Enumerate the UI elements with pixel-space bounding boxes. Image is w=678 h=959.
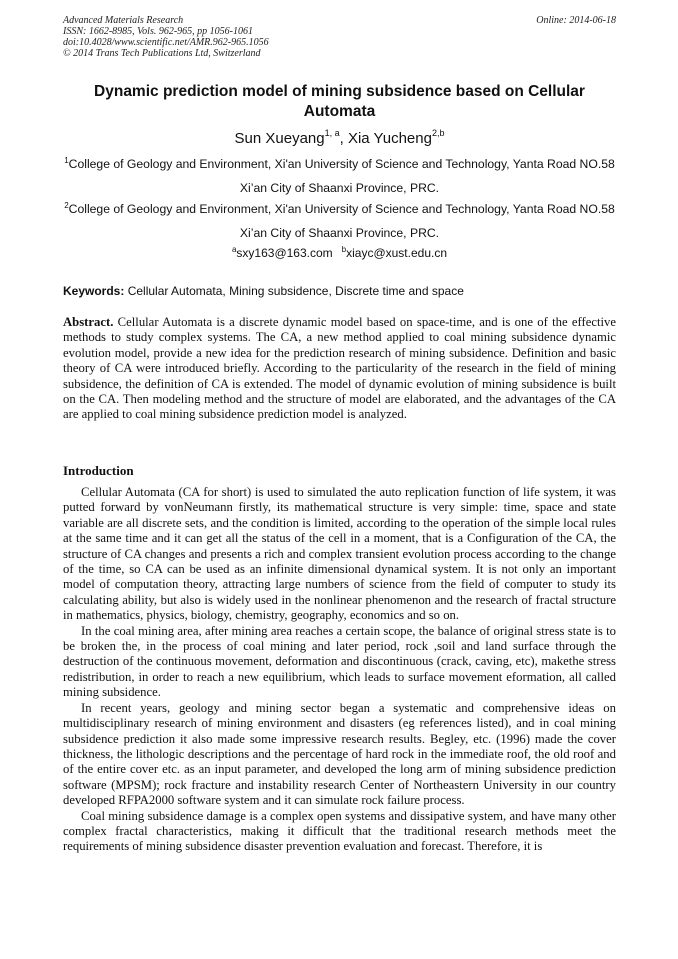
abstract-label: Abstract. [63,315,114,329]
online-date: Online: 2014-06-18 [536,15,616,26]
introduction-body [63,485,616,855]
author-emails [63,245,616,261]
journal-issn: ISSN: 1662-8985, Vols. 962-965, pp 1056-1061 [63,26,253,37]
abstract-text: Cellular Automata is a discrete dynamic model based on space-time, and is one of the effective methods to study complex systems. The CA, a new method applied to coal mining subsidence dynamic evolution model, provide a new idea for the prediction research of mining subsidence. Definition and basic theory of CA were introduced briefly. According to the particularity of the research in the field of mining subsidence, the definition of CA is extended. The model of dynamic evolution of mining subsidence is built on the CA. Then modeling method and the structure of model are elaborated, and the advantages of the CA are applied to coal mining subsidence prediction model is analyzed. [63,315,616,422]
affiliation-2 [63,197,616,245]
journal-copyright: © 2014 Trans Tech Publications Ltd, Switzerland [63,48,261,59]
journal-header [63,15,616,59]
paragraph: In recent years, geology and mining sector began a systematic and comprehensive ideas on multidisciplinary research of mining environment and disasters (eg references listed), and in coal mining subsidence prediction it also made some impressive research results. Begley, etc. (1996) made the cover thickness, the lithologic descriptions and the percentage of hard rock in the immediate roof, the old roof and of the entire cover etc. as an input parameter, and developed the long arm of mining subsidence prediction software (MPSM); rock fracture and instability research Center of Northeastern University in our country developed RFPA2000 software system and it can simulate rock failure process. [63,700,616,808]
paper-title: Dynamic prediction model of mining subsidence based on Cellular Automata [94,83,585,120]
journal-doi: doi:10.4028/www.scientific.net/AMR.962-965.1056 [63,37,269,48]
author-affil-mark: 2,b [431,128,445,138]
paragraph: In the coal mining area, after mining area reaches a certain scope, the balance of original stress state is to be broken the, in the process of coal mining and later period, rock ,soil and land surface through the destruction of the continuous movement, deformation and discontinuous (crack, caving, etc), makethe stress redistribution, in order to reach a new equilibrium, which leads to surface movement eformation, all called mining subsidence. [63,623,616,700]
journal-name: Advanced Materials Research [63,15,184,26]
author-separator: , [339,130,348,147]
affiliation-mark: 2 [64,201,69,210]
email-link[interactable]: xiayc@xust.edu.cn [346,246,448,260]
author-name: Sun Xueyang [234,130,325,147]
section-heading: Introduction [63,463,134,478]
keywords-text: Cellular Automata, Mining subsidence, Discrete time and space [127,284,464,298]
keywords-label: Keywords: [63,284,125,298]
affiliation-text: College of Geology and Environment, Xi'an University of Science and Technology, Yanta Road NO.58 Xi’an City of Shaanxi Province, PRC. [68,157,615,195]
email-mark: a [231,245,237,254]
affiliation-1 [63,152,616,200]
email-link[interactable]: sxy163@163.com [236,246,333,260]
author-name: Xia Yucheng [347,130,432,147]
affiliation-mark: 1 [64,156,69,165]
author-affil-mark: 1, a [324,128,340,138]
paragraph: Coal mining subsidence damage is a complex open systems and dissipative system, and have many other complex fractal characteristics, making it difficult that the traditional research methods meet the requirements of mining subsidence disaster prevention evaluation and forecast. Therefore, it is [63,808,616,854]
affiliation-text: College of Geology and Environment, Xi'an University of Science and Technology, Yanta Road NO.58 Xi’an City of Shaanxi Province, PRC. [68,202,615,240]
paragraph: Cellular Automata (CA for short) is used to simulated the auto replication function of life system, it was putted forward by vonNeumann firstly, its mathematical structure is very simple: time, space and state variable are all discrete sets, and the condition is limited, according to the operation of the simple local rules at the same time and it can get all the status of the cell in a moment, that is a Configuration of the CA, the structure of CA changes and presents a rich and complex transient evolution process according to the change of the time, so CA can be used as an infinite dimensional dynamical system. It is not only an important model of computation theory, attracting large numbers of science from the field of computer to study its calculating ability, but also is widely used in the nonlinear phenomenon and the research of fractal structure in mathematics, physics, biology, chemistry, geography, economics and so on. [63,485,616,623]
email-mark: b [341,245,347,254]
abstract [63,315,616,423]
author-line [63,129,616,149]
keywords [63,283,616,299]
